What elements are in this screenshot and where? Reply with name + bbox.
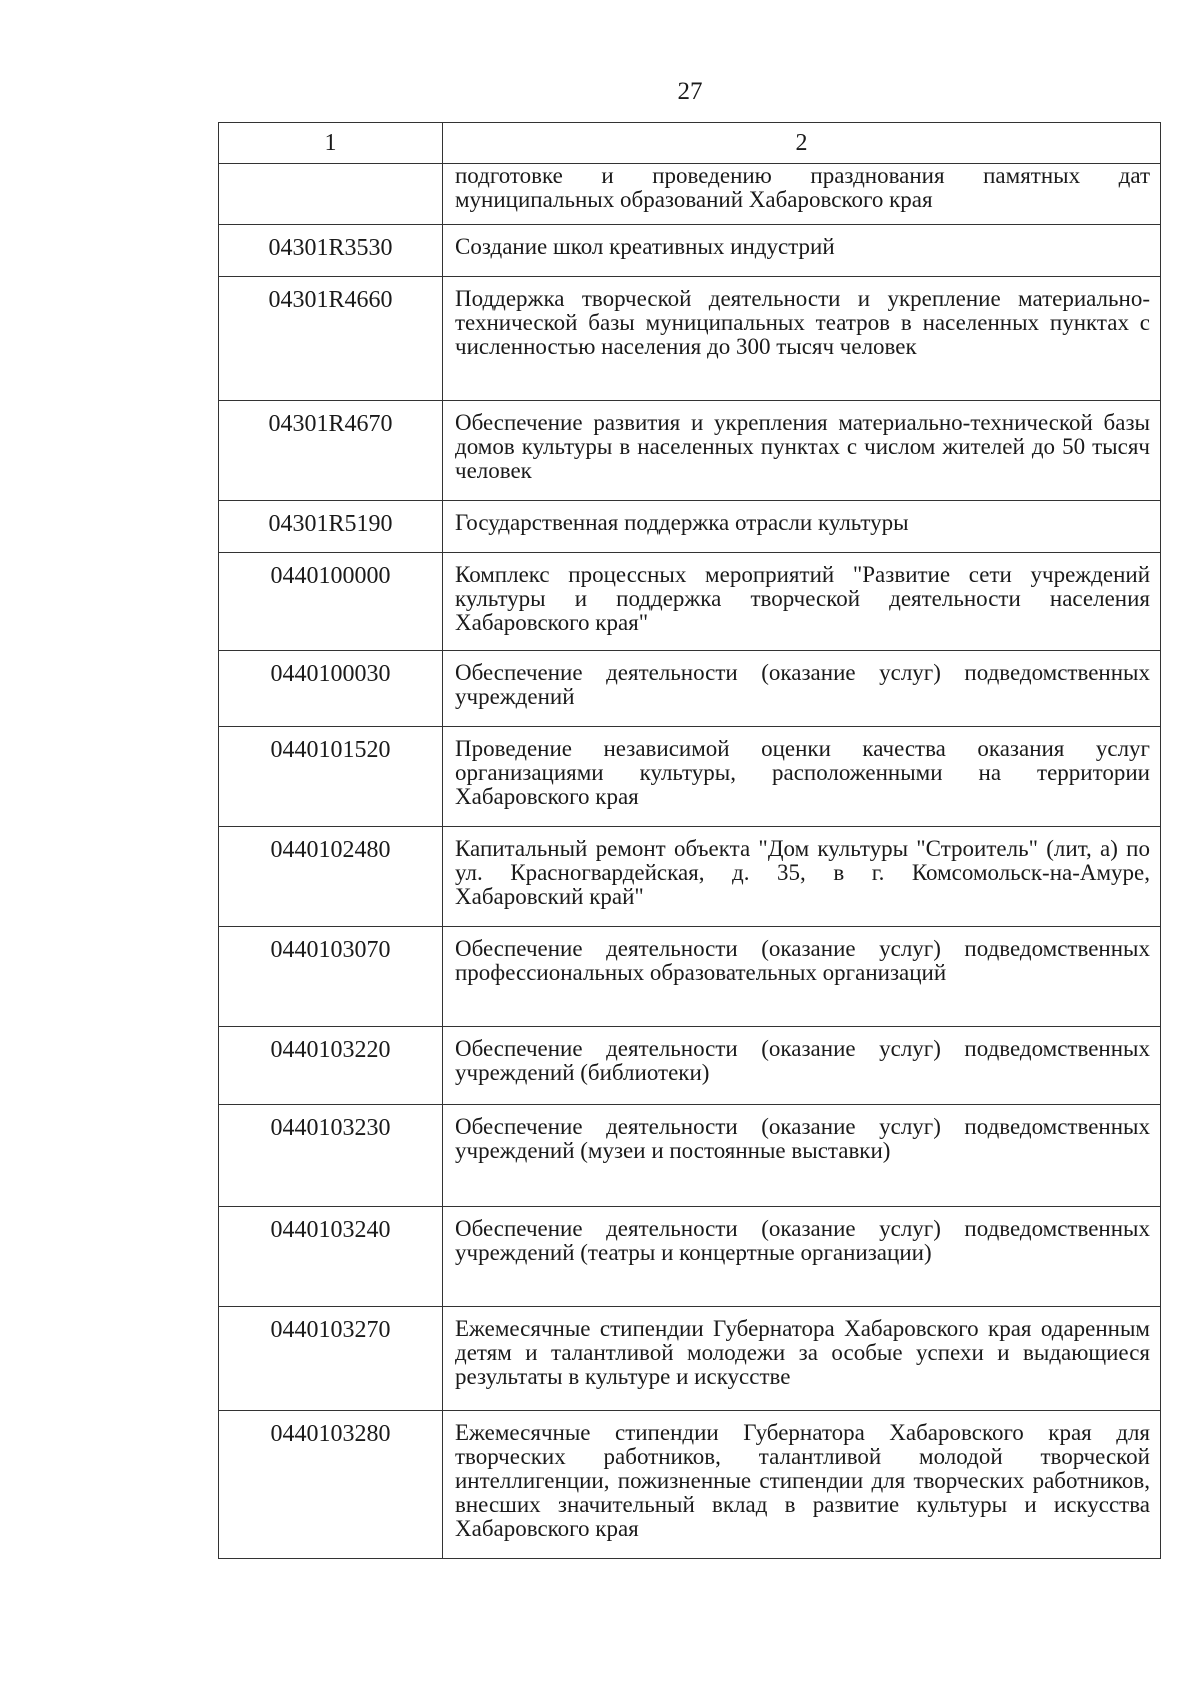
column-header-description: 2	[443, 123, 1161, 164]
row-code: 04301R4670	[219, 401, 443, 501]
table-row	[219, 1207, 1161, 1307]
row-code: 0440100000	[219, 553, 443, 651]
table-row	[219, 1411, 1161, 1559]
row-description: Комплекс процессных мероприятий "Развитие сети учреждений культуры и поддержка творческой деятельности населения Хабаровского края"	[443, 553, 1161, 651]
column-header-code: 1	[219, 123, 443, 164]
table-row	[219, 927, 1161, 1027]
row-code: 0440103280	[219, 1411, 443, 1559]
table-row	[219, 277, 1161, 401]
table-header-row	[219, 123, 1161, 164]
table-row	[219, 164, 1161, 225]
table-row	[219, 1105, 1161, 1207]
row-code: 0440103070	[219, 927, 443, 1027]
row-code: 04301R3530	[219, 225, 443, 277]
table-row	[219, 225, 1161, 277]
page-number: 27	[677, 78, 703, 105]
row-code: 0440103240	[219, 1207, 443, 1307]
row-code: 04301R4660	[219, 277, 443, 401]
row-description: Создание школ креативных индустрий	[443, 225, 1161, 277]
table-row	[219, 1307, 1161, 1411]
row-code	[219, 164, 443, 225]
row-code: 0440103230	[219, 1105, 443, 1207]
row-description: Поддержка творческой деятельности и укрепление материально-технической базы муниципальных театров в населенных пунктах с численностью населения до 300 тысяч человек	[443, 277, 1161, 401]
row-code: 0440100030	[219, 651, 443, 727]
row-description: Обеспечение деятельности (оказание услуг) подведомственных учреждений (библиотеки)	[443, 1027, 1161, 1105]
table-row	[219, 727, 1161, 827]
row-description: Капитальный ремонт объекта "Дом культуры "Строитель" (лит, а) по ул. Красногвардейская, д. 35, в г. Комсомольск-на-Амуре, Хабаровский край"	[443, 827, 1161, 927]
row-code: 0440103270	[219, 1307, 443, 1411]
table-row	[219, 501, 1161, 553]
row-description: Обеспечение деятельности (оказание услуг) подведомственных учреждений (театры и концертные организации)	[443, 1207, 1161, 1307]
table-row	[219, 1027, 1161, 1105]
table-row	[219, 553, 1161, 651]
row-description: Ежемесячные стипендии Губернатора Хабаровского края одаренным детям и талантливой молодежи за особые успехи и выдающиеся результаты в культуре и искусстве	[443, 1307, 1161, 1411]
table-row	[219, 651, 1161, 727]
row-description: Государственная поддержка отрасли культуры	[443, 501, 1161, 553]
row-description: Обеспечение деятельности (оказание услуг) подведомственных профессиональных образовательных организаций	[443, 927, 1161, 1027]
row-code: 0440103220	[219, 1027, 443, 1105]
table-row	[219, 827, 1161, 927]
row-description: подготовке и проведению празднования памятных дат муниципальных образований Хабаровского края	[443, 164, 1161, 225]
row-description: Обеспечение деятельности (оказание услуг) подведомственных учреждений (музеи и постоянные выставки)	[443, 1105, 1161, 1207]
row-code: 0440102480	[219, 827, 443, 927]
row-description: Проведение независимой оценки качества оказания услуг организациями культуры, расположенными на территории Хабаровского края	[443, 727, 1161, 827]
row-description: Обеспечение деятельности (оказание услуг) подведомственных учреждений	[443, 651, 1161, 727]
row-description: Ежемесячные стипендии Губернатора Хабаровского края для творческих работников, талантливой молодой творческой интеллигенции, пожизненные стипендии для творческих работников, внесших значительный вклад в развитие культуры и искусства Хабаровского края	[443, 1411, 1161, 1559]
table-row	[219, 401, 1161, 501]
row-code: 0440101520	[219, 727, 443, 827]
budget-codes-table	[218, 122, 1161, 1559]
row-description: Обеспечение развития и укрепления материально-технической базы домов культуры в населенных пунктах с числом жителей до 50 тысяч человек	[443, 401, 1161, 501]
row-code: 04301R5190	[219, 501, 443, 553]
